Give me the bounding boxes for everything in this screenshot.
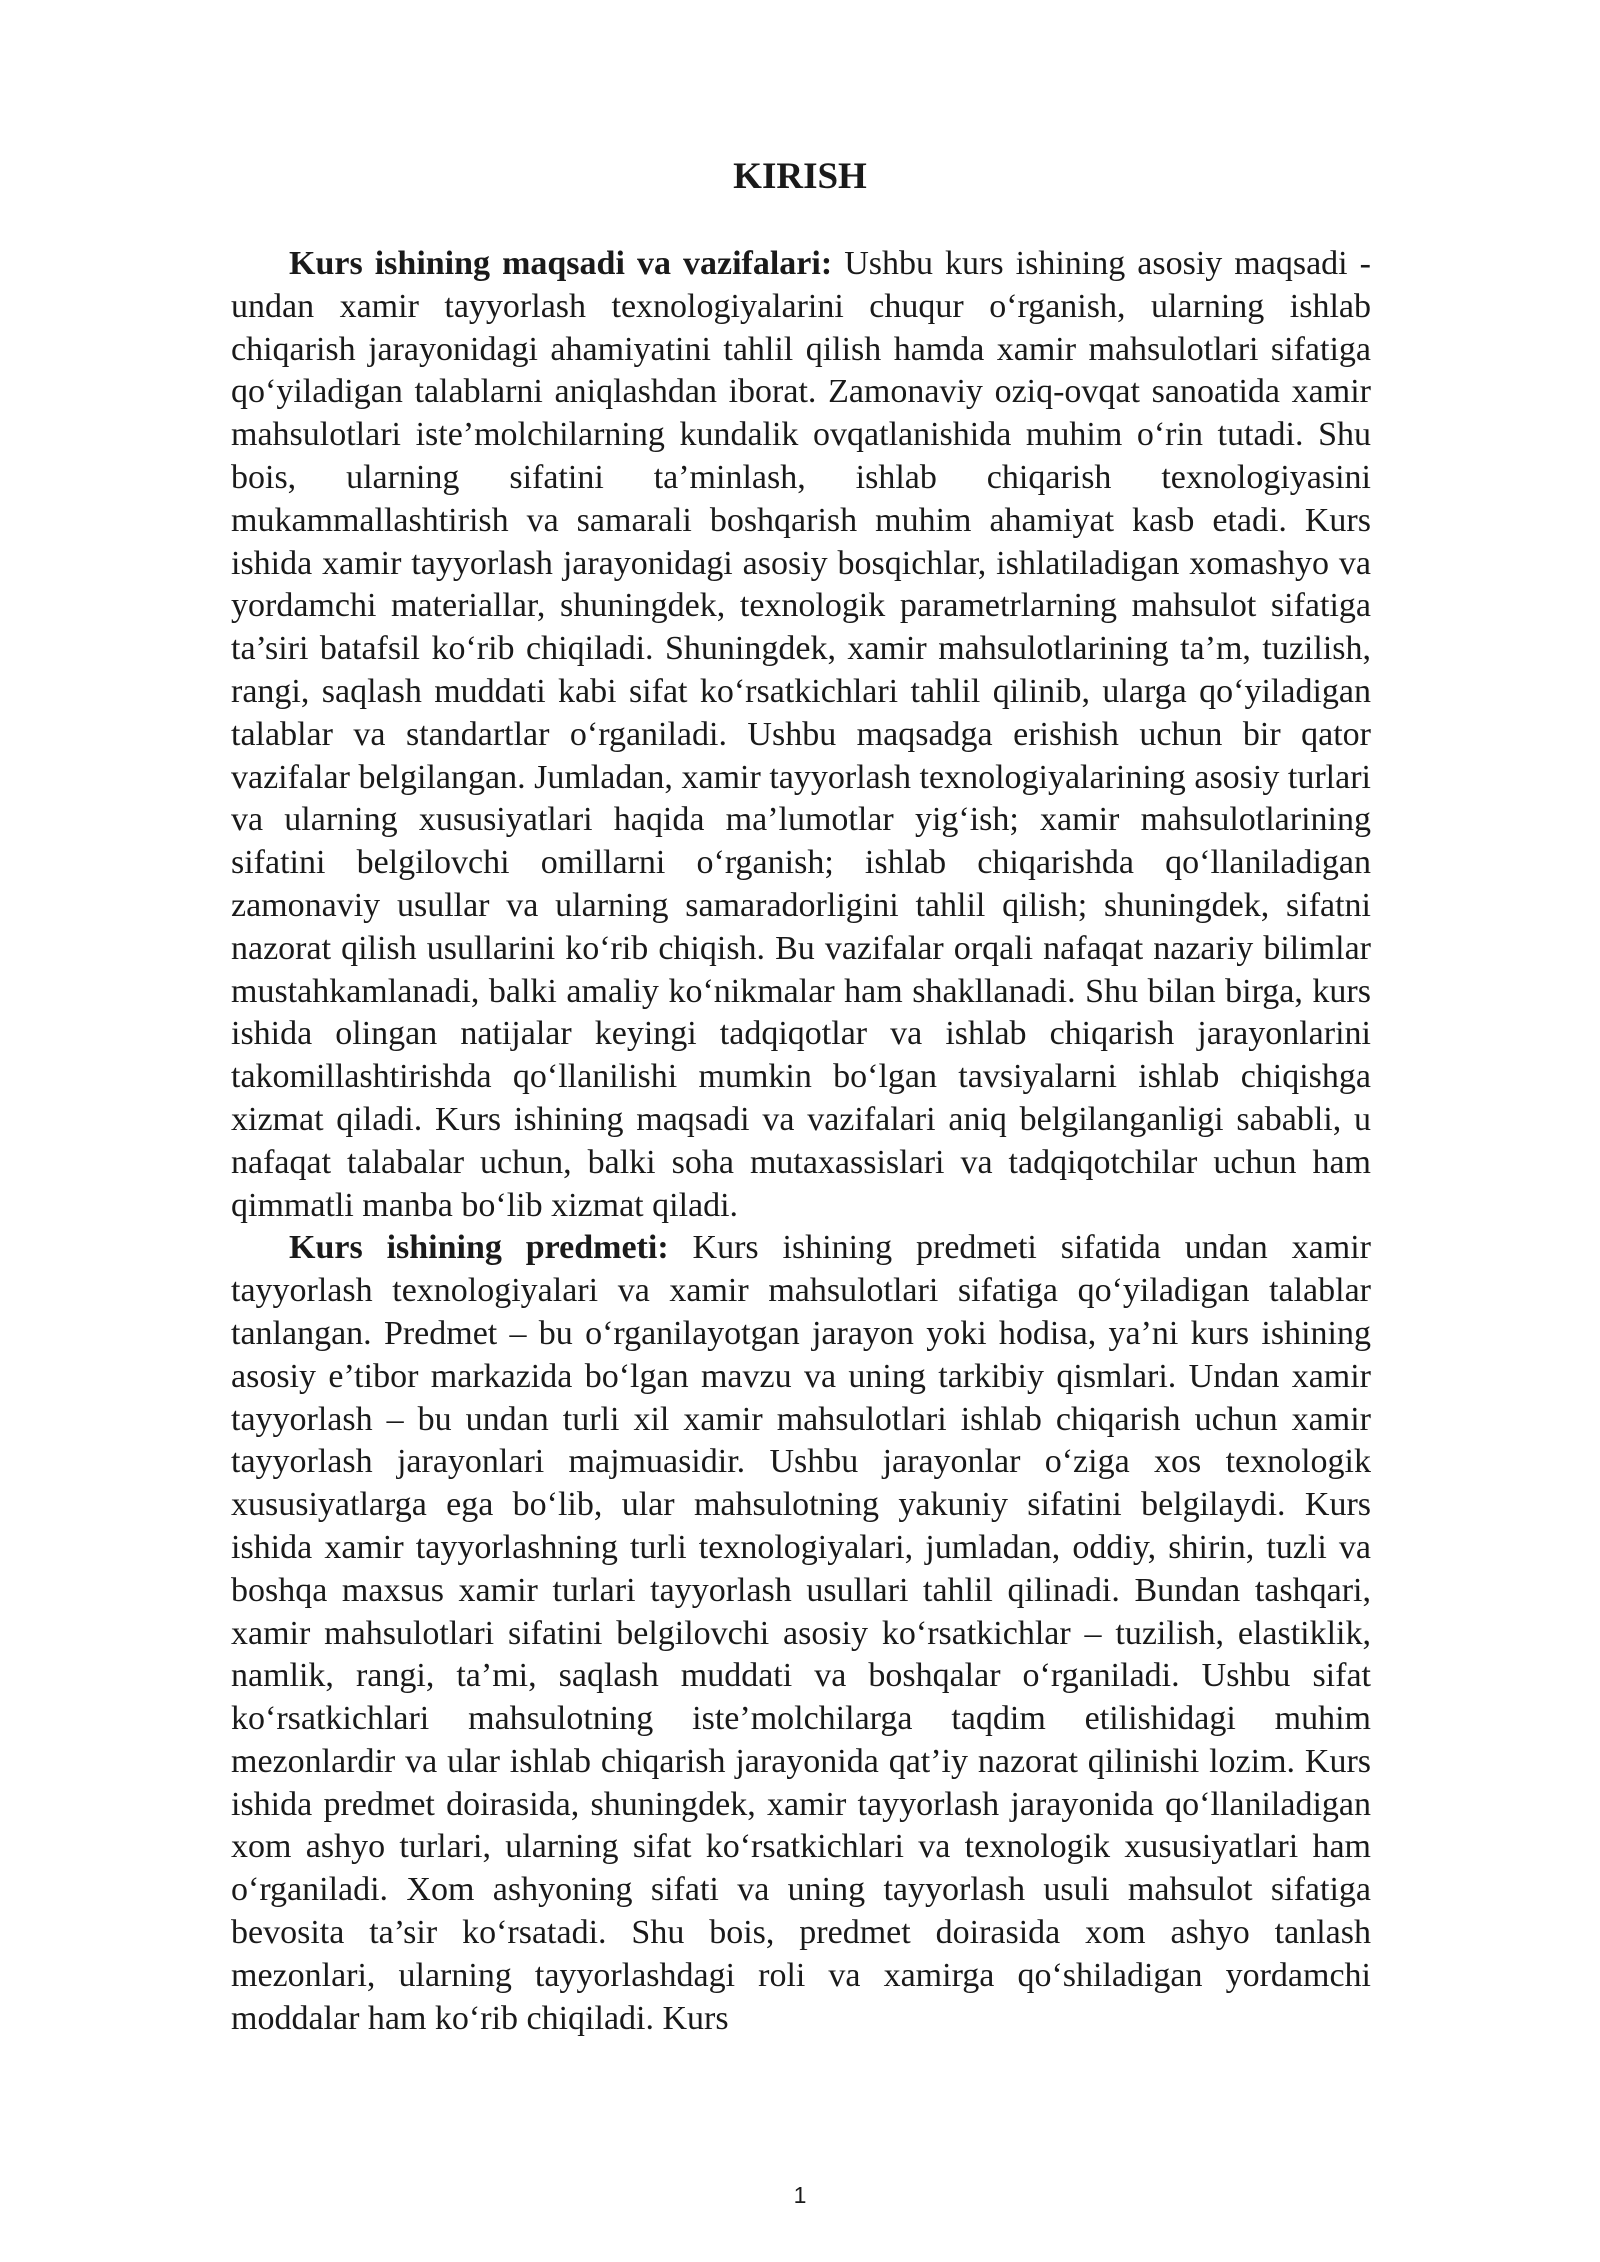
page-heading: KIRISH (733, 156, 867, 197)
body-text (231, 243, 1371, 2040)
paragraph-subject-lead: Kurs ishining predmeti: (289, 1229, 669, 1267)
paragraph-subject-text: Kurs ishining predmeti sifatida undan xamir tayyorlash texnologiyalari va xamir mahsulotlari sifatiga qo‘yiladigan talablar tanlangan. Predmet – bu o‘rganilayotgan jarayon yoki hodisa, ya’ni kurs ishining asosiy e’tibor markazida bo‘lgan mavzu va uning tarkibiy qismlari. Undan xamir tayyorlash – bu undan turli xil xamir mahsulotlari ishlab chiqarish uchun xamir tayyorlash jarayonlari majmuasidir. Ushbu jarayonlar o‘ziga xos texnologik xususiyatlarga ega bo‘lib, ular mahsulotning yakuniy sifatini belgilaydi. Kurs ishida xamir tayyorlashning turli texnologiyalari, jumladan, oddiy, shirin, tuzli va boshqa maxsus xamir turlari tayyorlash usullari tahlil qilinadi. Bundan tashqari, xamir mahsulotlari sifatini belgilovchi asosiy ko‘rsatkichlar – tuzilish, elastiklik, namlik, rangi, ta’mi, saqlash muddati va boshqalar o‘rganiladi. Ushbu sifat ko‘rsatkichlari mahsulotning iste’molchilarga taqdim etilishidagi muhim mezonlardir va ular ishlab chiqarish jarayonida qat’iy nazorat qilinishi lozim. Kurs ishida predmet doirasida, shuningdek, xamir tayyorlash jarayonida qo‘llaniladigan xom ashyo turlari, ularning sifat ko‘rsatkichlari va texnologik xususiyatlari ham o‘rganiladi. Xom ashyoning sifati va uning tayyorlash usuli mahsulot sifatiga bevosita ta’sir ko‘rsatadi. Shu bois, predmet doirasida xom ashyo tanlash mezonlari, ularning tayyorlashdagi roli va xamirga qo‘shiladigan yordamchi moddalar ham ko‘rib chiqiladi. Kurs (231, 1229, 1371, 2037)
paragraph-goals (231, 243, 1371, 1227)
paragraph-goals-lead: Kurs ishining maqsadi va vazifalari: (289, 245, 833, 282)
paragraph-subject (231, 1227, 1371, 2040)
paragraph-goals-text: Ushbu kurs ishining asosiy maqsadi - undan xamir tayyorlash texnologiyalarini chuqur o‘rganish, ularning ishlab chiqarish jarayonidagi ahamiyatini tahlil qilish hamda xamir mahsulotlari sifatiga qo‘yiladigan talablarni aniqlashdan iborat. Zamonaviy oziq-ovqat sanoatida xamir mahsulotlari iste’molchilarning kundalik ovqatlanishida muhim o‘rin tutadi. Shu bois, ularning sifatini ta’minlash, ishlab chiqarish texnologiyasini mukammallashtirish va samarali boshqarish muhim ahamiyat kasb etadi. Kurs ishida xamir tayyorlash jarayonidagi asosiy bosqichlar, ishlatiladigan xomashyo va yordamchi materiallar, shuningdek, texnologik parametrlarning mahsulot sifatiga ta’siri batafsil ko‘rib chiqiladi. Shuningdek, xamir mahsulotlarining ta’m, tuzilish, rangi, saqlash muddati kabi sifat ko‘rsatkichlari tahlil qilinib, ularga qo‘yiladigan talablar va standartlar o‘rganiladi. Ushbu maqsadga erishish uchun bir qator vazifalar belgilangan. Jumladan, xamir tayyorlash texnologiyalarining asosiy turlari va ularning xususiyatlari haqida ma’lumotlar yig‘ish; xamir mahsulotlarining sifatini belgilovchi omillarni o‘rganish; ishlab chiqarishda qo‘llaniladigan zamonaviy usullar va ularning samaradorligini tahlil qilish; shuningdek, sifatni nazorat qilish usullarini ko‘rib chiqish. Bu vazifalar orqali nafaqat nazariy bilimlar mustahkamlanadi, balki amaliy ko‘nikmalar ham shakllanadi. Shu bilan birga, kurs ishida olingan natijalar keyingi tadqiqotlar va ishlab chiqarish jarayonlarini takomillashtirishda qo‘llanilishi mumkin bo‘lgan tavsiyalarni ishlab chiqishga xizmat qiladi. Kurs ishining maqsadi va vazifalari aniq belgilanganligi sababli, u nafaqat talabalar uchun, balki soha mutaxassislari va tadqiqotchilar uchun ham qimmatli manba bo‘lib xizmat qiladi. (231, 245, 1371, 1224)
page-number: 1 (793, 2182, 807, 2208)
